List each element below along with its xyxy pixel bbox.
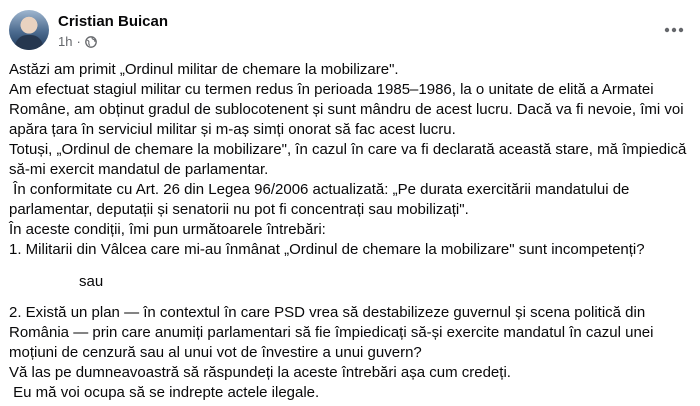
post-line: moțiuni de cenzură sau al unui vot de învestire a unui guvern? [9, 344, 422, 361]
separator-text: sau [79, 273, 104, 290]
post-line: 2. Există un plan — în contextul în care PSD vrea să destabilizeze guvernul și scena politică din [9, 304, 646, 321]
post-line: Astăzi am primit „Ordinul militar de chemare la mobilizare". [9, 61, 399, 78]
post-line: Vă las pe dumneavoastră să răspundeți la aceste întrebări așa cum credeți. [9, 364, 511, 381]
post-line: apăra țara în serviciul militar și m-aș simți onorat să fac acest lucru. [9, 121, 456, 138]
avatar[interactable] [9, 10, 49, 50]
post-line: 1. Militarii din Vâlcea care mi-au înmânat „Ordinul de chemare la mobilizare" sunt incompetenți? [9, 241, 645, 258]
post-line: Totuși, „Ordinul de chemare la mobilizare", în cazul în care va fi declarată această stare, mă împiedică [9, 141, 687, 158]
author-name[interactable]: Cristian Buican [58, 13, 169, 30]
post-line: În conformitate cu Art. 26 din Legea 96/2006 actualizată: „Pe durata exercitării mandatului de [9, 181, 630, 198]
post-header [9, 10, 168, 52]
more-options-icon[interactable] [664, 20, 684, 40]
post-line: parlamentar, deputații și senatorii nu pot fi concentrați sau mobilizați". [9, 201, 469, 218]
post-line: România — prin care anumiți parlamentari să fie împiedicați să-și exercite mandatul în cazul unei [9, 324, 654, 341]
post-body [9, 60, 694, 403]
post-line: Am efectuat stagiul militar cu termen redus în perioada 1985–1986, la o unitate de elită a Armatei [9, 81, 654, 98]
globe-icon[interactable] [85, 36, 97, 48]
post-time[interactable]: 1h [58, 34, 73, 49]
post-subtitle [58, 34, 168, 50]
separator-dot: · [76, 34, 81, 49]
post-meta [58, 10, 168, 50]
post-line: să-mi exercit mandatul de parlamentar. [9, 161, 269, 178]
post-line: Române, am obținut gradul de sublocotenent și sunt mândru de acest lucru. Dacă va fi nevoie, îmi voi [9, 101, 684, 118]
post-line: Eu mă voi ocupa să se indrepte actele ilegale. [9, 384, 320, 401]
post-line: În aceste condiții, îmi pun următoarele întrebări: [9, 221, 326, 238]
